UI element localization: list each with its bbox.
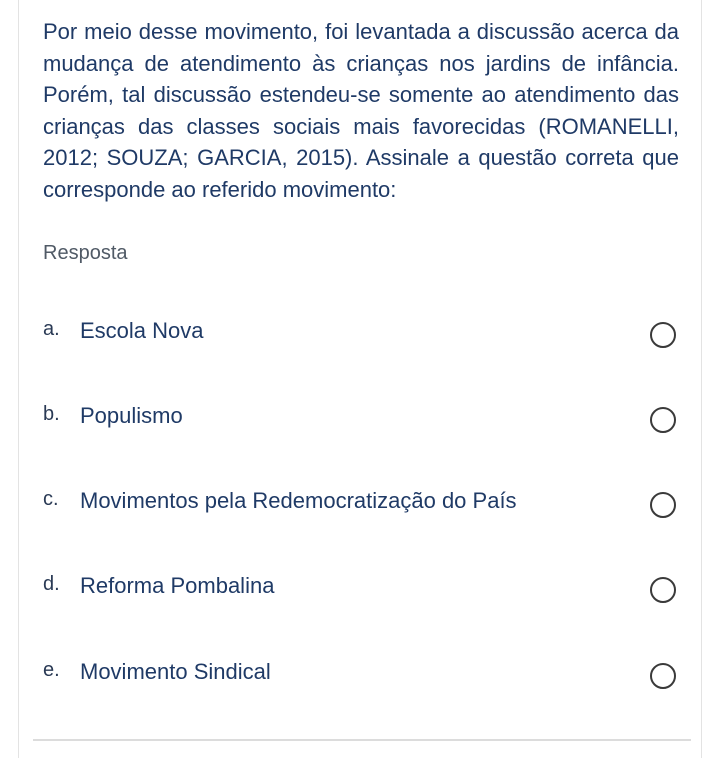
option-e[interactable] — [43, 659, 683, 699]
option-label: Populismo — [80, 403, 183, 428]
option-letter: c. — [43, 488, 59, 510]
option-d[interactable] — [43, 573, 683, 613]
option-b[interactable] — [43, 403, 683, 443]
radio-button-c[interactable] — [650, 492, 676, 518]
radio-button-d[interactable] — [650, 577, 676, 603]
radio-button-b[interactable] — [650, 407, 676, 433]
radio-button-e[interactable] — [650, 663, 676, 689]
answer-label: Resposta — [43, 242, 128, 264]
option-label: Movimento Sindical — [80, 659, 271, 684]
question-text: Por meio desse movimento, foi levantada a discussão acerca da mudança de atendimento às crianças nos jardins de infância. Porém, tal discussão estendeu-se somente ao atendimento das crianças das classes sociais mais favorecidas (ROMANELLI, 2012; SOUZA; GARCIA, 2015). Assinale a questão correta que corresponde ao referido movimento: — [43, 19, 679, 202]
option-letter: b. — [43, 403, 60, 425]
option-letter: e. — [43, 659, 60, 681]
option-a[interactable] — [43, 318, 683, 358]
option-letter: d. — [43, 573, 60, 595]
option-label: Escola Nova — [80, 318, 204, 343]
option-label: Movimentos pela Redemocratização do País — [80, 488, 517, 513]
divider — [33, 739, 691, 741]
option-c[interactable] — [43, 488, 683, 528]
option-label: Reforma Pombalina — [80, 573, 275, 598]
option-letter: a. — [43, 318, 60, 340]
radio-button-a[interactable] — [650, 322, 676, 348]
